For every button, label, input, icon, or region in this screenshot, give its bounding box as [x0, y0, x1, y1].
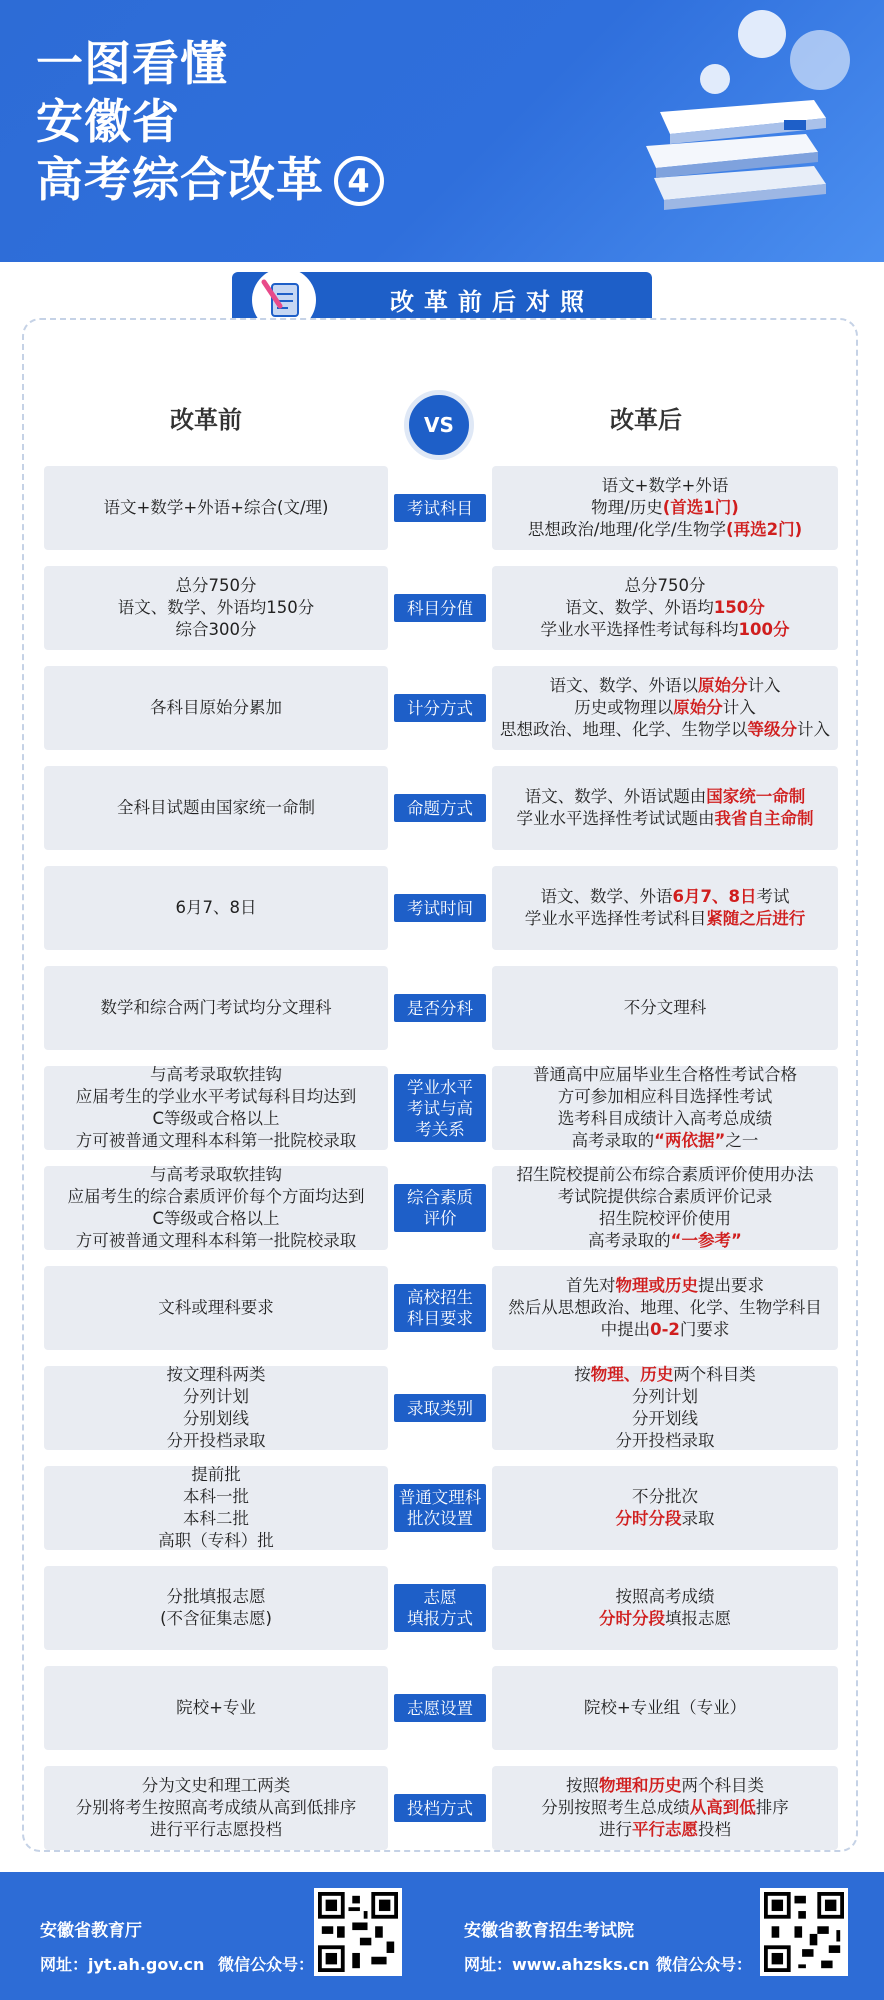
row-label	[394, 1394, 486, 1422]
cell-text: 物理/历史	[591, 498, 663, 517]
cell-text: 提前批	[191, 1465, 241, 1484]
after-line	[492, 1275, 838, 1297]
after-line	[492, 1697, 838, 1719]
after-cell	[492, 866, 838, 950]
cell-text: 思想政治、地理、化学、生物学以	[500, 720, 748, 739]
row-label-text: 命题方式	[407, 798, 473, 818]
before-line	[44, 1408, 388, 1430]
highlight-text: 物理或历史	[615, 1276, 698, 1295]
before-cell	[44, 666, 388, 750]
after-cell	[492, 1766, 838, 1850]
before-line	[44, 897, 388, 919]
cell-text: 学业水平选择性考试每科均	[540, 620, 739, 639]
after-line	[492, 1775, 838, 1797]
after-cell	[492, 1166, 838, 1250]
cell-text: 填报志愿	[665, 1609, 731, 1628]
before-line	[44, 1486, 388, 1508]
books-icon	[634, 80, 834, 210]
cell-text: 之一	[725, 1131, 759, 1150]
before-line	[44, 1186, 388, 1208]
row-label-text: 考关系	[415, 1119, 465, 1139]
cell-text: (不含征集志愿)	[160, 1609, 272, 1628]
cell-text: 院校+专业	[176, 1698, 256, 1717]
cell-text: 考试院提供综合素质评价记录	[557, 1187, 773, 1206]
before-line	[44, 1297, 388, 1319]
before-line	[44, 1108, 388, 1130]
row-label-text: 计分方式	[407, 698, 473, 718]
cell-text: 语文、数学、外语	[540, 887, 673, 906]
after-line	[492, 519, 838, 541]
row-label	[394, 1484, 486, 1532]
cell-text: 排序	[755, 1798, 789, 1817]
cell-text: 语文、数学、外语均150分	[117, 598, 315, 617]
before-line	[44, 1819, 388, 1841]
after-cell	[492, 1666, 838, 1750]
cell-text: 历史或物理以	[574, 698, 674, 717]
cell-text: 然后从思想政治、地理、化学、生物学科目	[508, 1298, 822, 1317]
before-cell	[44, 1166, 388, 1250]
cell-text: 提出要求	[698, 1276, 764, 1295]
before-line	[44, 1386, 388, 1408]
row-label-text: 填报方式	[407, 1609, 473, 1628]
cell-text: 招生院校评价使用	[599, 1209, 731, 1228]
cell-text: 应届考生的学业水平考试每科目均达到	[75, 1087, 357, 1106]
cell-text: 两个科目类	[673, 1365, 756, 1384]
before-line	[44, 1608, 388, 1630]
cell-text: 分开投档录取	[615, 1431, 715, 1450]
cell-text: 综合300分	[175, 620, 257, 639]
cell-text: 方可被普通文理科本科第一批院校录取	[75, 1131, 357, 1150]
cell-text: 分别划线	[183, 1409, 249, 1428]
highlight-text: 原始分	[698, 676, 748, 695]
cell-text: 按照	[566, 1776, 599, 1795]
after-cell	[492, 766, 838, 850]
bubble-decoration	[738, 10, 786, 58]
footer-left-site: 网址：jyt.ah.gov.cn	[40, 1955, 205, 1974]
before-cell	[44, 466, 388, 550]
cell-text: 学业水平选择性考试试题由	[516, 809, 715, 828]
after-line	[492, 1297, 838, 1319]
after-line	[492, 1230, 838, 1252]
cell-text: 语文、数学、外语以	[549, 676, 698, 695]
row-label-text: 志愿设置	[407, 1698, 473, 1718]
before-cell	[44, 1066, 388, 1150]
cell-text: 选考科目成绩计入高考总成绩	[557, 1109, 773, 1128]
before-line	[44, 1464, 388, 1486]
row-label-text: 科目分值	[407, 598, 473, 618]
after-cell	[492, 1366, 838, 1450]
footer-left-wechat: 微信公众号：	[218, 1955, 315, 1974]
cell-text: 招生院校提前公布综合素质评价使用办法	[516, 1165, 814, 1184]
cell-text: 不分文理科	[623, 998, 707, 1017]
footer-right-org: 安徽省教育招生考试院	[464, 1921, 634, 1941]
before-line	[44, 1130, 388, 1152]
column-before-heading: 改革前	[170, 406, 242, 434]
row-label-text: 考试科目	[407, 498, 473, 518]
row-label-text: 考试时间	[407, 898, 473, 918]
cell-text: 分列计划	[632, 1387, 698, 1406]
after-line	[492, 1408, 838, 1430]
column-after-heading: 改革后	[610, 406, 682, 434]
before-line	[44, 697, 388, 719]
after-line	[492, 808, 838, 830]
cell-text: 语文、数学、外语均	[565, 598, 714, 617]
highlight-text: 物理、历史	[590, 1365, 674, 1384]
row-label-text: 考试与高	[407, 1098, 473, 1118]
before-cell	[44, 866, 388, 950]
cell-text: 分开投档录取	[166, 1431, 266, 1450]
cell-text: 门要求	[679, 1320, 730, 1339]
after-cell	[492, 1466, 838, 1550]
highlight-text: 0-2	[650, 1320, 680, 1339]
highlight-text: 国家统一命制	[706, 787, 806, 806]
cell-text: 思想政治/地理/化学/生物学	[527, 520, 727, 539]
row-label-text: 科目要求	[407, 1309, 473, 1328]
before-cell	[44, 1766, 388, 1850]
cell-text: 语文+数学+外语	[601, 476, 729, 495]
after-line	[492, 575, 838, 597]
after-line	[492, 1797, 838, 1819]
cell-text: 语文+数学+外语+综合(文/理)	[103, 498, 329, 517]
highlight-text: 紧随之后进行	[706, 909, 806, 928]
row-label	[394, 594, 486, 622]
before-line	[44, 1508, 388, 1530]
cell-text: 分批填报志愿	[166, 1587, 266, 1606]
footer-left-org: 安徽省教育厅	[40, 1921, 142, 1941]
after-line	[492, 1486, 838, 1508]
after-line	[492, 1319, 838, 1341]
row-label	[394, 494, 486, 522]
row-label-text: 投档方式	[407, 1798, 473, 1818]
after-line	[492, 719, 838, 741]
row-label-text: 批次设置	[407, 1509, 473, 1528]
row-label-text: 录取类别	[407, 1398, 473, 1418]
qr-code-icon	[764, 1892, 844, 1972]
row-label-text: 高校招生	[407, 1288, 473, 1307]
after-cell	[492, 1266, 838, 1350]
after-line	[492, 1608, 838, 1630]
cell-text: 计入	[747, 676, 781, 695]
row-label-text: 普通文理科	[398, 1488, 482, 1507]
cell-text: 计入	[722, 698, 756, 717]
cell-text: 进行	[599, 1820, 632, 1839]
highlight-text: 分时分段	[615, 1509, 682, 1528]
before-line	[44, 1530, 388, 1552]
highlight-text: 150分	[713, 598, 765, 617]
after-cell	[492, 566, 838, 650]
before-line	[44, 1086, 388, 1108]
cell-text: 与高考录取软挂钩	[150, 1065, 282, 1084]
after-line	[492, 1364, 838, 1386]
after-line	[492, 1386, 838, 1408]
vs-badge: VS	[404, 390, 474, 460]
before-line	[44, 1697, 388, 1719]
highlight-text: “一参考”	[670, 1231, 742, 1250]
after-line	[492, 1064, 838, 1086]
before-cell	[44, 1466, 388, 1550]
cell-text: 总分750分	[175, 576, 257, 595]
after-cell	[492, 466, 838, 550]
cell-text: 分为文史和理工两类	[141, 1776, 291, 1795]
before-line	[44, 1208, 388, 1230]
before-cell	[44, 1266, 388, 1350]
row-label	[394, 1794, 486, 1822]
before-cell	[44, 1666, 388, 1750]
highlight-text: 100分	[738, 620, 790, 639]
cell-text: 全科目试题由国家统一命制	[117, 798, 315, 817]
after-line	[492, 597, 838, 619]
cell-text: 按照高考成绩	[615, 1587, 715, 1606]
cell-text: 分别将考生按照高考成绩从高到低排序	[75, 1798, 357, 1817]
highlight-text: 6月7、8日	[672, 887, 757, 906]
cell-text: 院校+专业组（专业）	[583, 1698, 747, 1717]
footer	[0, 1872, 884, 2000]
before-line	[44, 1775, 388, 1797]
cell-text: 首先对	[566, 1276, 616, 1295]
title-number: 4	[334, 156, 384, 206]
row-label	[394, 794, 486, 822]
cell-text: 语文、数学、外语试题由	[524, 787, 707, 806]
cell-text: 中提出	[600, 1320, 651, 1339]
row-label	[394, 1074, 486, 1142]
row-label	[394, 1284, 486, 1332]
after-line	[492, 1430, 838, 1452]
footer-right-site: 网址：www.ahzsks.cn	[464, 1955, 650, 1974]
before-line	[44, 575, 388, 597]
before-cell	[44, 766, 388, 850]
cell-text: 学业水平选择性考试科目	[524, 909, 707, 928]
highlight-text: 分时分段	[599, 1609, 665, 1628]
after-line	[492, 1130, 838, 1152]
cell-text: 高职（专科）批	[158, 1531, 274, 1550]
before-line	[44, 1430, 388, 1452]
row-label	[394, 994, 486, 1022]
row-label	[394, 894, 486, 922]
before-cell	[44, 966, 388, 1050]
cell-text: 文科或理科要求	[158, 1298, 274, 1317]
banner-title: 改革前后对照	[390, 288, 594, 316]
after-line	[492, 997, 838, 1019]
row-label	[394, 1584, 486, 1632]
page-title	[36, 36, 384, 210]
highlight-text: 从高到低	[689, 1798, 756, 1817]
cell-text: 计入	[797, 720, 830, 739]
before-line	[44, 1586, 388, 1608]
after-line	[492, 1186, 838, 1208]
cell-text: 不分批次	[632, 1487, 698, 1506]
after-line	[492, 786, 838, 808]
row-label	[394, 1184, 486, 1232]
cell-text: 总分750分	[624, 576, 706, 595]
before-line	[44, 1164, 388, 1186]
cell-text: 进行平行志愿投档	[150, 1820, 282, 1839]
after-line	[492, 497, 838, 519]
highlight-text: (再选2门)	[726, 520, 803, 539]
row-label-text: 评价	[423, 1209, 457, 1228]
before-line	[44, 619, 388, 641]
row-label-text: 学业水平	[407, 1077, 473, 1097]
after-line	[492, 1819, 838, 1841]
cell-text: 方可参加相应科目选择性考试	[557, 1087, 773, 1106]
before-line	[44, 1797, 388, 1819]
after-cell	[492, 666, 838, 750]
cell-text: 6月7、8日	[175, 898, 257, 917]
before-line	[44, 797, 388, 819]
highlight-text: “两依据”	[654, 1131, 726, 1150]
qr-code-left[interactable]	[314, 1888, 402, 1976]
after-cell	[492, 966, 838, 1050]
after-line	[492, 697, 838, 719]
cell-text: 分开划线	[632, 1409, 698, 1428]
after-line	[492, 886, 838, 908]
cell-text: 高考录取的	[571, 1131, 655, 1150]
before-line	[44, 1364, 388, 1386]
highlight-text: 原始分	[673, 698, 723, 717]
after-line	[492, 675, 838, 697]
after-line	[492, 1208, 838, 1230]
after-line	[492, 1586, 838, 1608]
after-line	[492, 1086, 838, 1108]
highlight-text: 物理和历史	[599, 1776, 682, 1795]
after-cell	[492, 1566, 838, 1650]
after-line	[492, 619, 838, 641]
cell-text: 方可被普通文理科本科第一批院校录取	[75, 1231, 357, 1250]
after-line	[492, 1164, 838, 1186]
cell-text: C等级或合格以上	[152, 1109, 280, 1128]
cell-text: C等级或合格以上	[152, 1209, 280, 1228]
highlight-text: (首选1门)	[662, 498, 739, 517]
cell-text: 考试	[756, 887, 790, 906]
qr-code-right[interactable]	[760, 1888, 848, 1976]
cell-text: 录取	[681, 1509, 715, 1528]
before-cell	[44, 566, 388, 650]
highlight-text: 等级分	[747, 720, 797, 739]
row-label-text: 综合素质	[407, 1188, 473, 1207]
cell-text: 数学和综合两门考试均分文理科	[100, 998, 332, 1017]
after-line	[492, 475, 838, 497]
row-label	[394, 1694, 486, 1722]
header-banner	[0, 0, 884, 262]
after-line	[492, 1108, 838, 1130]
cell-text: 高考录取的	[588, 1231, 671, 1250]
before-line	[44, 597, 388, 619]
row-label-text: 是否分科	[407, 998, 473, 1018]
cell-text: 按	[574, 1365, 591, 1384]
cell-text: 普通高中应届毕业生合格性考试合格	[533, 1065, 797, 1084]
highlight-text: 我省自主命制	[714, 809, 814, 828]
cell-text: 各科目原始分累加	[150, 698, 282, 717]
cell-text: 分列计划	[183, 1387, 249, 1406]
before-cell	[44, 1366, 388, 1450]
cell-text: 应届考生的综合素质评价每个方面均达到	[67, 1187, 365, 1206]
title-line-1: 一图看懂	[36, 37, 228, 92]
before-line	[44, 997, 388, 1019]
before-line	[44, 497, 388, 519]
cell-text: 分别按照考生总成绩	[541, 1798, 690, 1817]
title-line-2: 安徽省	[36, 95, 180, 150]
after-line	[492, 908, 838, 930]
title-line-3: 高考综合改革	[36, 153, 324, 208]
cell-text: 本科二批	[183, 1509, 249, 1528]
after-line	[492, 1508, 838, 1530]
cell-text: 本科一批	[183, 1487, 249, 1506]
after-cell	[492, 1066, 838, 1150]
cell-text: 投档	[698, 1820, 731, 1839]
cell-text: 两个科目类	[681, 1776, 764, 1795]
row-label-text: 志愿	[423, 1588, 457, 1607]
before-line	[44, 1064, 388, 1086]
footer-right-wechat: 微信公众号：	[656, 1955, 753, 1974]
before-cell	[44, 1566, 388, 1650]
cell-text: 与高考录取软挂钩	[150, 1165, 282, 1184]
highlight-text: 平行志愿	[632, 1820, 698, 1839]
qr-code-icon	[318, 1892, 398, 1972]
row-label	[394, 694, 486, 722]
cell-text: 按文理科两类	[166, 1365, 266, 1384]
before-line	[44, 1230, 388, 1252]
